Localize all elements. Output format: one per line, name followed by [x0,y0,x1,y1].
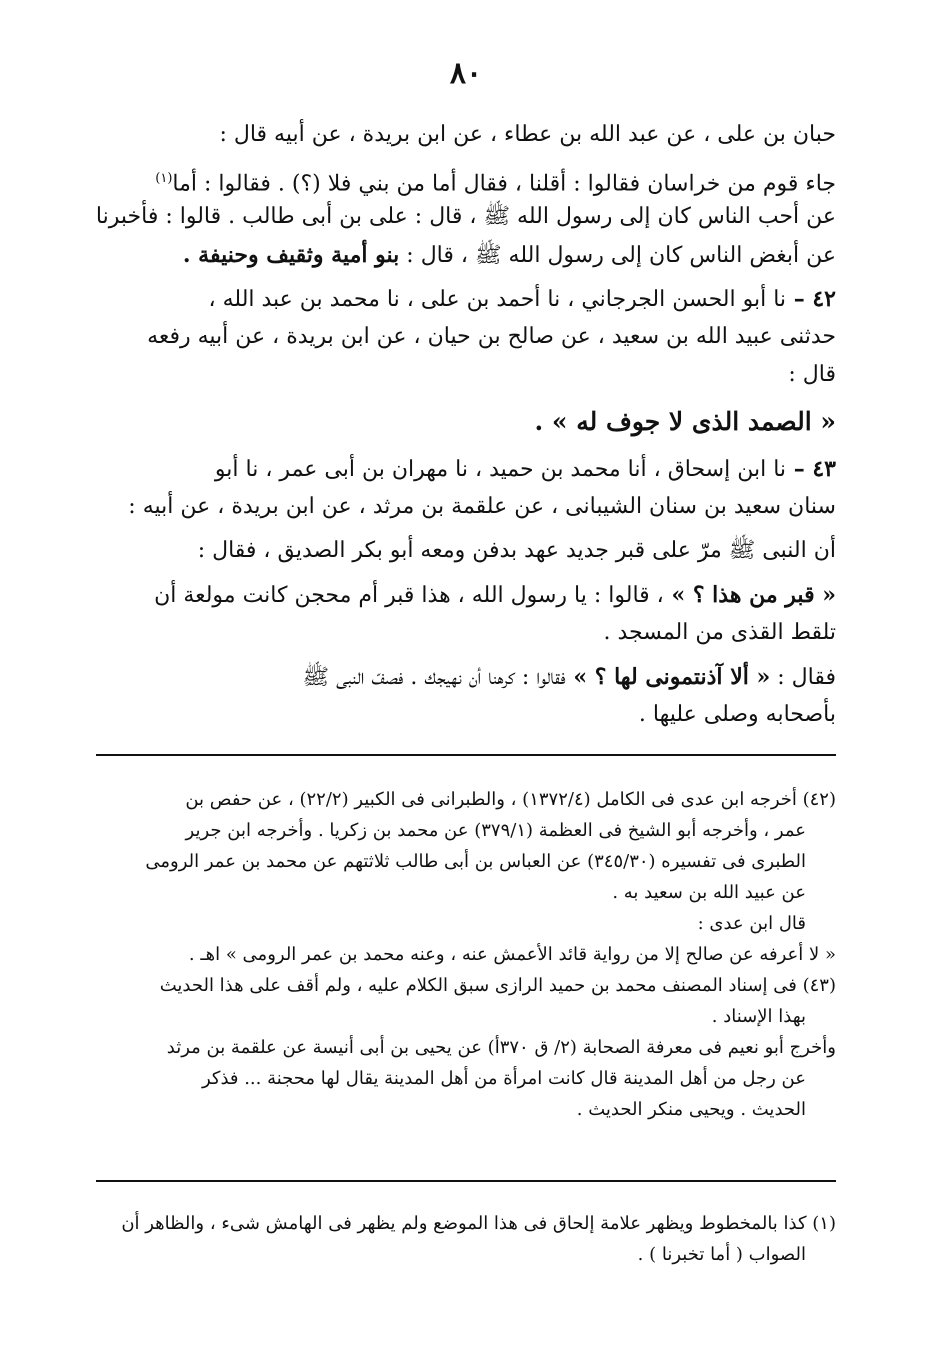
text-segment: قال : [788,362,836,387]
footnote-line: الصواب ( أما تخبرنا ) . [637,1244,806,1265]
note-line: الحديث . ويحيى منكر الحديث . [576,1099,806,1120]
text-line [74,658,836,696]
note-line: عن عبيد الله بن سعيد به . [612,882,806,903]
text-line [74,532,836,570]
footnote-marker: (١) [155,171,173,186]
note-line: « لا أعرفه عن صالح إلا من رواية قائد الأعمش عنه ، وعنه محمد بن عمر الرومى » اهـ . [188,944,836,965]
text-segment-bold: « الصمد الذى لا جوف له » . [534,407,836,436]
note-line: عن رجل من أهل المدينة قال كانت امرأة من أهل المدينة يقال لها محجنة ... فذكر [201,1068,806,1089]
hadith-43-line [74,450,836,488]
text-segment: عن أبغض الناس كان إلى رسول الله ﷺ ، قال : [399,243,836,268]
note-line: عمر ، وأخرجه أبو الشيخ فى العظمة (٣٧٩/١) عن محمد بن زكريا . وأخرجه ابن جرير [185,820,806,841]
text-segment: جاء قوم من خراسان فقالوا : أقلنا ، فقال أما من بني فلا (؟) . فقالوا : أما [172,171,836,197]
footnote-line: (١) كذا بالمخطوط ويظهر علامة إلحاق فى هذا الموضع ولم يظهر فى الهامش شىء ، والظاهر أن [121,1213,836,1234]
text-segment: حدثنى عبيد الله بن سعيد ، عن صالح بن حيان ، عن ابن بريدة ، عن أبيه رفعه [147,324,836,349]
text-segment: نا أبو الحسن الجرجاني ، نا أحمد بن على ، نا محمد بن عبد الله ، [208,287,787,312]
page-number: ٨٠ [449,56,483,91]
text-line [74,198,836,236]
text-segment: نا ابن إسحاق ، أنا محمد بن حميد ، نا مهران بن أبى عمر ، نا أبو [214,457,787,482]
text-line [74,696,836,734]
text-segment: تلقط القذى من المسجد . [603,620,836,645]
text-segment: أن النبى ﷺ مرّ على قبر جديد عهد بدفن ومعه أبو بكر الصديق ، فقال : [197,538,836,563]
text-line [74,356,836,394]
note-line: بهذا الإسناد . [711,1006,806,1027]
text-segment: ، قالوا : يا رسول الله ، هذا قبر أم محجن كانت مولعة أن [154,583,664,608]
note-line: (٤٢) أخرجه ابن عدى فى الكامل (١٣٧٢/٤) ، والطبرانى فى الكبير (٢٢/٢) ، عن حفص بن [185,789,836,810]
note-line: الطبرى فى تفسيره (٣٤٥/٣٠) عن العباس بن أبى طالب ثلاثتهم عن محمد بن عمر الرومى [145,851,806,872]
text-line [74,116,836,154]
note-line: (٤٣) فى إسناد المصنف محمد بن حميد الرازى سبق الكلام عليه ، ولم أقف على هذا الحديث [159,975,836,996]
text-line [74,160,836,198]
text-segment-bold: « قبر من هذا ؟ » [663,582,836,608]
text-segment: حبان بن على ، عن عبد الله بن عطاء ، عن ابن بريدة ، عن أبيه قال : [219,122,836,147]
hadith-number: ٤٢ – [786,286,836,312]
text-line [74,318,836,356]
text-line [74,576,836,614]
text-segment: سنان سعيد بن سنان الشيبانى ، عن علقمة بن مرثد ، عن ابن بريدة ، عن أبيه : [128,494,836,519]
text-segment: بأصحابه وصلى عليها . [638,702,836,727]
text-line [74,614,836,652]
text-segment: فقال : [770,665,836,690]
quote-line [74,400,836,444]
text-line [74,488,836,526]
separator-rule [96,754,836,756]
hadith-42-line [74,280,836,318]
text-segment-bold: « ألا آذنتمونى لها ؟ » [565,664,771,690]
footnote-block [74,1208,836,1270]
note-line: قال ابن عدى : [697,913,806,934]
notes-block [74,784,836,1125]
note-line: وأخرج أبو نعيم فى معرفة الصحابة (٢/ ق ٣٧٠أ) عن يحيى بن أبى أنيسة عن علقمة بن مرثد [166,1037,836,1058]
text-segment-bold: بنو أمية وثقيف وحنيفة . [182,242,400,268]
hadith-number: ٤٣ – [786,456,836,482]
separator-rule [96,1180,836,1182]
text-segment: عن أحب الناس كان إلى رسول الله ﷺ ، قال : على بن أبى طالب . قالوا : فأخبرنا [95,204,836,229]
main-text-block [74,116,836,734]
text-line [74,236,836,274]
text-segment: فقالوا : كرهنا أن نهيجك . فصفّ النبى ﷺ [302,665,566,690]
